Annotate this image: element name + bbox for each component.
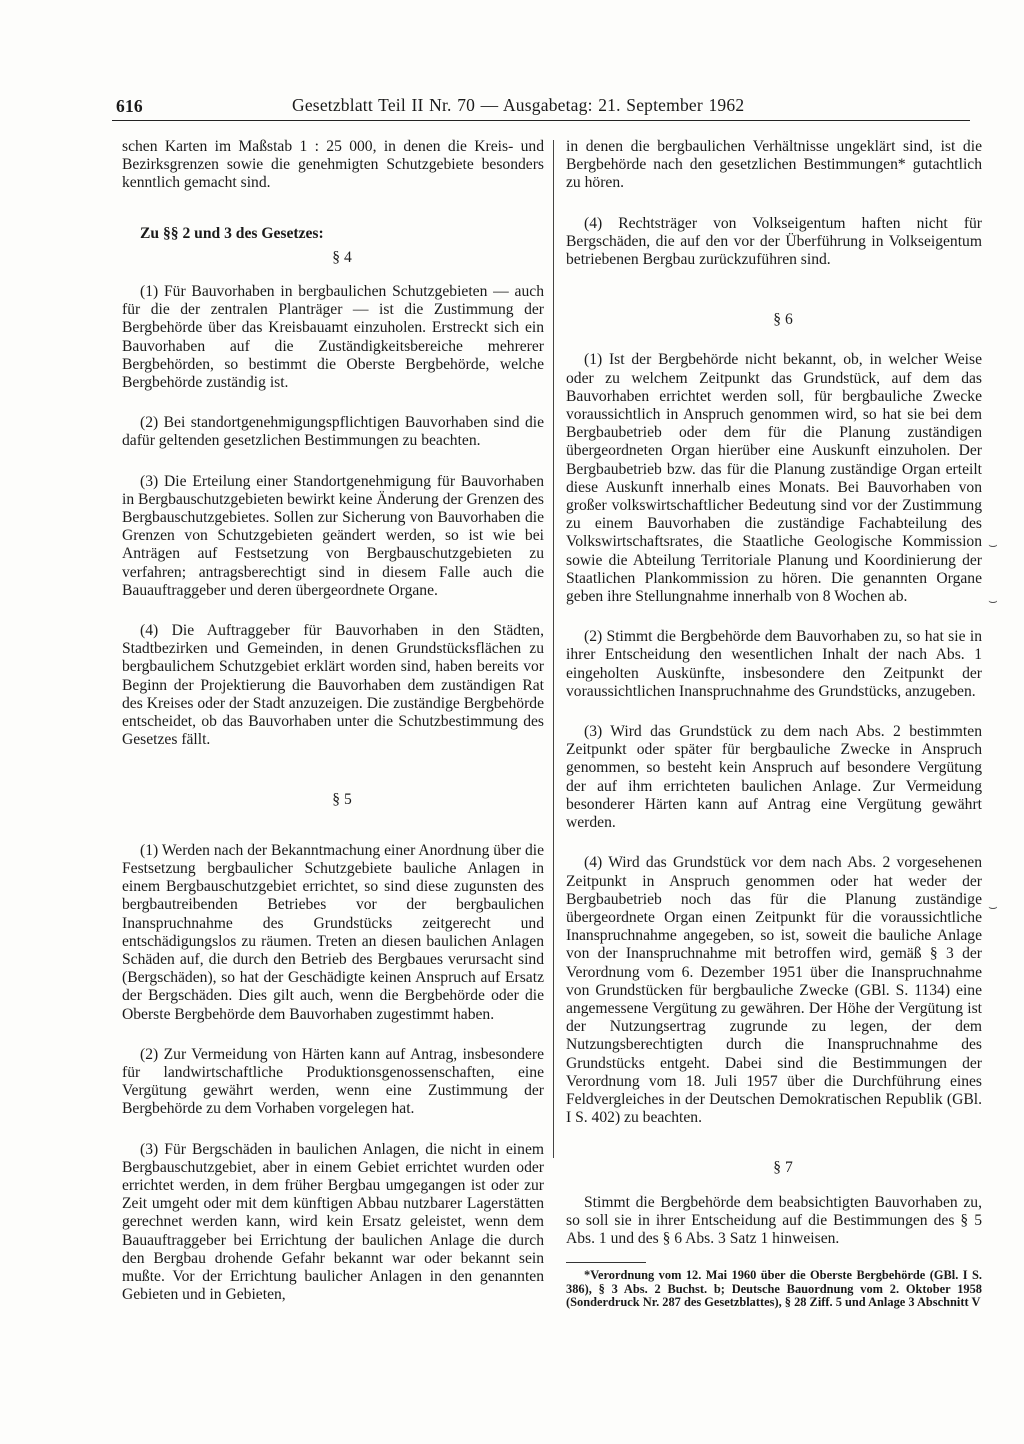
section-7-para-1: Stimmt die Bergbehörde dem beabsichtigten Bauvorhaben zu, so soll sie in ihrer Entscheidung auf die Bestimmungen des § 5 Abs. 1 und des § 6 Abs. 3 Satz 1 hinweisen.: [566, 1193, 982, 1247]
section-6-para-2: (2) Stimmt die Bergbehörde dem Bauvorhaben zu, so hat sie in ihrer Entscheidung den wesentlichen Inhalt der nach Abs. 1 eingeholten Auskünfte, insbesondere den Zeitpunkt der voraussichtlichen Inanspruchnahme des Grundstücks, anzugeben.: [566, 628, 982, 700]
section-5-para-1: (1) Werden nach der Bekanntmachung einer Anordnung über die Festsetzung bergbaulicher Schutzgebiete bauliche Anlagen in einem Bergbauschutzgebiet errichtet, so sind diese zugunsten des bergbautreibenden Betriebes vor der bergbaulichen Inanspruchnahme des Grundstücks zeitgerecht und entschädigungslos zu räumen. Treten an diesen baulichen Anlagen Schäden auf, die durch den Betrieb des Bergbaues verursacht sind (Bergschäden), so hat der Geschädigte keinen Anspruch auf Ersatz der Bergschäden. Dies gilt auch, wenn die Bergbehörde oder die Oberste Bergbehörde dem Bauvorhaben zugestimmt haben.: [122, 841, 544, 1023]
section-6-title: § 6: [773, 311, 793, 329]
section-4-para-1: (1) Für Bauvorhaben in bergbaulichen Schutzgebieten — auch für die der zentralen Planträger — ist die Zustimmung der Bergbehörde über das Kreisbauamt einzuholen. Erstreckt sich ein Bauvorhaben auf die Zuständigkeitsbereiche mehrerer Bergbehörden, so bestimmt die Oberste Bergbehörde, welche Bergbehörde zuständig ist.: [122, 283, 544, 392]
section-4-title: § 4: [332, 248, 352, 266]
margin-mark-2: ⌣: [988, 592, 998, 610]
section-4-para-2: (2) Bei standortgenehmigungspflichtigen Bauvorhaben sind die dafür geltenden gesetzlichen Bestimmungen zu beachten.: [122, 414, 544, 450]
margin-mark-1: ⌣: [988, 536, 998, 554]
footnote-rule: [566, 1262, 646, 1263]
page-number: 616: [116, 96, 143, 116]
paragraph-intro: schen Karten im Maßstab 1 : 25 000, in denen die Kreis- und Bezirksgrenzen sowie die genehmigten Schutzgebiete besonders kenntlich gemacht sind.: [122, 138, 544, 192]
section-4-para-4: (4) Die Auftraggeber für Bauvorhaben in den Städten, Stadtbezirken und Gemeinden, in denen Grundstücksflächen zu bergbaulichem Schutzgebiet erklärt worden sind, haben bereits vor Beginn der Projektierung die Bauvorhaben dem zuständigen Rat des Kreises oder der Stadt anzuzeigen. Die zuständige Bergbehörde entscheidet, ob das Bauvorhaben unter die Schutzbestimmung des Gesetzes fällt.: [122, 622, 544, 749]
section-6-para-4: (4) Wird das Grundstück vor dem nach Abs. 2 vorgesehenen Zeitpunkt in Anspruch genommen oder hat weder der Bergbaubetrieb noch das für die Planung zuständige übergeordnete Organ einen Zeitpunkt für die voraussichtliche Inanspruchnahme angegeben, so ist, soweit die bauliche Anlage von der Inanspruchnahme mit betroffen wird, gemäß § 3 der Verordnung vom 6. Dezember 1951 über die Inanspruchnahme von Grundstücken für bergbauliche Zwecke (GBl. S. 1134) eine angemessene Vergütung zu gewähren. Der Höhe der Vergütung ist der Nutzungsertrag zugrunde zu legen, der dem Nutzungsberechtigten durch die Inanspruchnahme des Grundstücks entgeht. Dabei sind die Bestimmungen der Verordnung vom 18. Juli 1957 über die Durchführung eines Feldvergleiches in der Deutschen Demokratischen Republik (GBl. I S. 402) zu beachten.: [566, 854, 982, 1127]
right-column: [566, 138, 982, 1310]
section-7-title: § 7: [773, 1159, 793, 1177]
section-5-para-2: (2) Zur Vermeidung von Härten kann auf Antrag, insbesondere für landwirtschaftliche Produktionsgenossenschaften, eine Vergütung gewährt werden, wenn eine Zustimmung der Bergbehörde zu dem Vorhaben vorgelegen hat.: [122, 1045, 544, 1118]
page-header: [112, 94, 970, 121]
footnote: *Verordnung vom 12. Mai 1960 über die Oberste Bergbehörde (GBl. I S. 386), § 3 Abs. 2 Buchst. b; Deutsche Bauordnung vom 2. Oktober 1958 (Sonderdruck Nr. 287 des Gesetzblattes), § 28 Ziff. 5 und Anlage 3 Abschnitt V: [566, 1268, 982, 1310]
section-6-para-1: (1) Ist der Bergbehörde nicht bekannt, ob, in welcher Weise oder zu welchem Zeitpunkt das Grundstück, auf dem das Bauvorhaben errichtet werden soll, für bergbauliche Zwecke voraussichtlich in Anspruch genommen wird, so hat sie bei dem Bergbaubetrieb oder dem für die Planung zuständigen übergeordneten Organ hierüber eine Auskunft einzuholen. Der Bergbaubetrieb bzw. das für die Planung zuständige Organ erteilt diese Auskunft innerhalb eines Monats. Bei Bauvorhaben von großer volkswirtschaftlicher Bedeutung sind vor der Zustimmung zu einem Bauvorhaben die zuständige Fachabteilung des Volkswirtschaftsrates, die Staatliche Geologische Kommission sowie die Abteilung Territoriale Planung und Koordinierung der Staatlichen Plankommission zu hören. Die genannten Organe geben ihre Stellungnahme innerhalb von 8 Wochen ab.: [566, 351, 982, 606]
section-4-para-3: (3) Die Erteilung einer Standortgenehmigung für Bauvorhaben in Bergbauschutzgebieten bewirkt keine Änderung der Grenzen des Bergbauschutzgebietes. Sollen zur Sicherung von Bauvorhaben die Grenzen von Schutzgebieten geändert werden, so ist wie bei Anträgen auf Festsetzung von Bergbauschutzgebieten zu verfahren; antragsberechtigt sind in diesem Falle auch die Bauauftraggeber und deren übergeordnete Organe.: [122, 472, 544, 599]
section-5-para-3: (3) Für Bergschäden in baulichen Anlagen, die nicht in einem Bergbauschutzgebiet, aber in einem Gebiet errichtet wurden oder errichtet werden, in dem früher Bergbau umgegangen ist oder zur Zeit umgeht oder mit dem künftigen Abbau nutzbarer Lagerstätten gerechnet werden kann, wird kein Ersatz geleistet, wenn dem Bauauftraggeber bei Errichtung der baulichen Anlage die durch den Bergbau drohende Gefahr bekannt war oder bekannt sein mußte. Vor der Errichtung baulicher Anlagen in den genannten Gebieten und in Gebieten,: [122, 1140, 544, 1304]
subheading-gesetz: Zu §§ 2 und 3 des Gesetzes:: [140, 224, 324, 242]
margin-mark-3: ⌣: [988, 898, 998, 916]
paragraph-continued: in denen die bergbaulichen Verhältnisse ungeklärt sind, ist die Bergbehörde nach den gesetzlichen Bestimmungen* gutachtlich zu hören.: [566, 138, 982, 192]
section-6-para-3: (3) Wird das Grundstück zu dem nach Abs. 2 bestimmten Zeitpunkt oder später für bergbauliche Zwecke in Anspruch genommen, so besteht kein Anspruch auf besondere Vergütung der auf ihm errichteten baulichen Anlage. Zur Vermeidung besonderer Härten kann auf Antrag eine Vergütung gewährt werden.: [566, 723, 982, 832]
left-column: [122, 138, 544, 1304]
gazette-title: Gesetzblatt Teil II Nr. 70 — Ausgabetag: 21. September 1962: [292, 95, 745, 115]
section-5-title: § 5: [332, 791, 352, 809]
column-divider: [553, 140, 554, 1158]
section-5-para-4: (4) Rechtsträger von Volkseigentum haften nicht für Bergschäden, die auf den vor der Überführung in Volkseigentum betriebenen Bergbau zurückzuführen sind.: [566, 214, 982, 269]
